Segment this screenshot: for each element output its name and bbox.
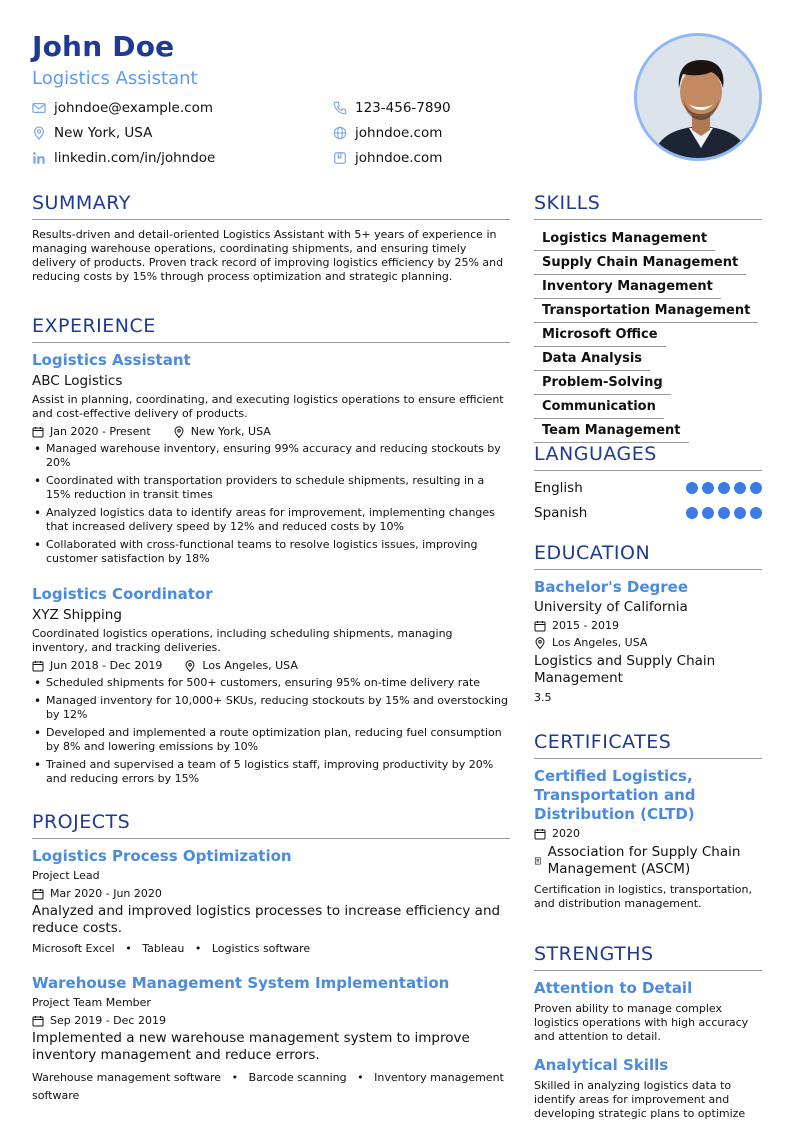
education-heading: EDUCATION <box>534 542 651 564</box>
projects-heading: PROJECTS <box>32 811 131 833</box>
website-text: johndoe.com <box>355 125 443 141</box>
languages-heading: LANGUAGES <box>534 443 657 465</box>
phone-icon <box>333 101 347 115</box>
job-bullet: • Scheduled shipments for 500+ customers, ensuring 95% on-time delivery rate <box>32 676 510 690</box>
calendar-icon <box>534 828 546 840</box>
contact-location <box>32 125 152 141</box>
tool-tag: Microsoft Excel <box>32 942 115 955</box>
language-level <box>686 507 762 519</box>
education-location: Los Angeles, USA <box>552 636 648 649</box>
skill-tag: Inventory Management <box>534 277 721 299</box>
project-title: Warehouse Management System Implementation <box>32 974 450 992</box>
summary-divider <box>32 219 510 220</box>
project-entry <box>32 974 510 1105</box>
certificate-issuer: Association for Supply Chain Management (ASCM) <box>547 844 741 877</box>
job-company: XYZ Shipping <box>32 607 122 623</box>
skill-tag: Problem-Solving <box>534 373 671 395</box>
education-field: Logistics and Supply Chain Management <box>534 653 716 686</box>
strength-title: Analytical Skills <box>534 1056 669 1074</box>
resume-role: Logistics Assistant <box>32 68 198 89</box>
strength-entry <box>534 979 762 1044</box>
calendar-icon <box>32 660 44 672</box>
project-description: Analyzed and improved logistics processes to increase efficiency and reduce costs. <box>32 903 501 936</box>
proficiency-dot <box>734 507 746 519</box>
email-text: johndoe@example.com <box>54 100 213 116</box>
certificate-year-row <box>534 827 762 840</box>
certificate-name: Certified Logistics, Transportation and Distribution (CLTD) <box>534 767 696 823</box>
projects-divider <box>32 838 510 839</box>
portfolio-text: johndoe.com <box>355 150 443 166</box>
project-meta <box>32 887 510 900</box>
skills-divider <box>534 219 762 220</box>
proficiency-dot <box>718 482 730 494</box>
job-entry <box>32 351 510 566</box>
job-bullets <box>32 442 510 566</box>
job-description: Coordinated logistics operations, including scheduling shipments, managing inventory, and tracking deliveries. <box>32 627 453 654</box>
languages-divider <box>534 470 762 471</box>
skill-tag: Microsoft Office <box>534 325 666 347</box>
strength-text: Proven ability to manage complex logistics operations with high accuracy and attention to detail. <box>534 1002 749 1043</box>
strength-text: Skilled in analyzing logistics data to identify areas for improvement and developing strategic plans to optimize <box>534 1079 746 1120</box>
job-company: ABC Logistics <box>32 373 123 389</box>
education-entry <box>534 578 762 705</box>
education-dates-row <box>534 619 762 632</box>
phone-text: 123-456-7890 <box>355 100 451 116</box>
job-location: New York, USA <box>190 425 271 438</box>
globe-icon <box>333 126 347 140</box>
location-pin-icon <box>184 660 196 672</box>
job-meta <box>32 659 510 672</box>
contact-phone[interactable] <box>333 100 451 116</box>
experience-divider <box>32 342 510 343</box>
project-description: Implemented a new warehouse management system to improve inventory management and reduce errors. <box>32 1030 470 1063</box>
language-name: English <box>534 480 583 496</box>
contact-portfolio[interactable] <box>333 150 442 166</box>
education-dates: 2015 - 2019 <box>552 619 619 632</box>
profile-photo <box>634 33 762 161</box>
portfolio-icon <box>333 151 347 165</box>
project-meta <box>32 1014 510 1027</box>
certificate-entry <box>534 767 762 911</box>
job-bullet: • Analyzed logistics data to identify areas for improvement, implementing changes that increased delivery speed by 12% and reduced costs by 10% <box>32 506 510 534</box>
summary-heading: SUMMARY <box>32 192 131 214</box>
strength-title: Attention to Detail <box>534 979 693 997</box>
education-location-row <box>534 636 762 649</box>
skill-tag: Team Management <box>534 421 689 443</box>
certificate-description: Certification in logistics, transportation, and distribution management. <box>534 883 752 910</box>
location-text: New York, USA <box>54 125 153 141</box>
skill-tag: Logistics Management <box>534 229 715 251</box>
proficiency-dot <box>750 507 762 519</box>
location-pin-icon <box>173 426 185 438</box>
job-dates: Jan 2020 - Present <box>50 425 151 438</box>
tool-tag: Inventory management software <box>32 1071 504 1102</box>
degree: Bachelor's Degree <box>534 578 688 596</box>
calendar-icon <box>32 426 44 438</box>
education-divider <box>534 569 762 570</box>
job-meta <box>32 425 510 438</box>
skill-tag: Supply Chain Management <box>534 253 746 275</box>
summary-text: Results-driven and detail-oriented Logistics Assistant with 5+ years of experience in managing warehouse operations, coordinating shipments, and ensuring timely delivery of products. Proven track record of improving logistics efficiency by 25% and reducing costs by 15% through process optimization and strategic planning. <box>32 228 504 283</box>
experience-heading: EXPERIENCE <box>32 315 156 337</box>
skills-list <box>534 227 762 443</box>
job-bullet: • Managed warehouse inventory, ensuring 99% accuracy and reducing stockouts by 20% <box>32 442 510 470</box>
education-gpa: 3.5 <box>534 691 552 704</box>
job-dates: Jun 2018 - Dec 2019 <box>50 659 163 672</box>
proficiency-dot <box>734 482 746 494</box>
job-bullet: • Trained and supervised a team of 5 logistics staff, improving productivity by 20% and reducing errors by 15% <box>32 758 510 786</box>
calendar-icon <box>32 888 44 900</box>
location-pin-icon <box>32 126 46 140</box>
tool-tag: Tableau <box>142 942 185 955</box>
building-icon <box>534 855 542 867</box>
job-bullet: • Managed inventory for 10,000+ SKUs, reducing stockouts by 15% and overstocking by 12% <box>32 694 510 722</box>
job-bullet: • Developed and implemented a route optimization plan, reducing fuel consumption by 8% and lowering emissions by 10% <box>32 726 510 754</box>
proficiency-dot <box>750 482 762 494</box>
project-dates: Sep 2019 - Dec 2019 <box>50 1014 166 1027</box>
school: University of California <box>534 599 688 615</box>
tool-tag: Logistics software <box>211 942 311 955</box>
skill-tag: Communication <box>534 397 664 419</box>
linkedin-icon <box>32 151 46 165</box>
resume-name: John Doe <box>32 30 175 63</box>
certificates-heading: CERTIFICATES <box>534 731 672 753</box>
strengths-heading: STRENGTHS <box>534 943 654 965</box>
skill-tag: Data Analysis <box>534 349 650 371</box>
job-bullet: • Collaborated with cross-functional teams to resolve logistics issues, improving customer satisfaction by 18% <box>32 538 510 566</box>
strength-entry <box>534 1056 762 1121</box>
calendar-icon <box>32 1015 44 1027</box>
language-level <box>686 482 762 494</box>
project-role: Project Team Member <box>32 996 151 1009</box>
certificate-issuer-row <box>534 844 762 878</box>
mail-icon <box>32 101 46 115</box>
proficiency-dot <box>702 507 714 519</box>
languages-list <box>534 479 762 522</box>
proficiency-dot <box>686 482 698 494</box>
tool-tag: Barcode scanning <box>248 1071 347 1084</box>
tool-tag: Warehouse management software <box>32 1071 222 1084</box>
language-row <box>534 504 762 522</box>
project-role: Project Lead <box>32 869 100 882</box>
location-pin-icon <box>534 637 546 649</box>
job-entry <box>32 585 510 786</box>
certificates-divider <box>534 758 762 759</box>
strengths-divider <box>534 970 762 971</box>
project-entry <box>32 847 510 956</box>
proficiency-dot <box>718 507 730 519</box>
skill-tag: Transportation Management <box>534 301 758 323</box>
project-tools: Microsoft Excel • Tableau • Logistics software <box>32 942 311 955</box>
project-tools: Warehouse management software • Barcode scanning • Inventory management software <box>32 1071 504 1102</box>
contact-email[interactable] <box>32 100 213 116</box>
contact-website[interactable] <box>333 125 442 141</box>
project-title: Logistics Process Optimization <box>32 847 292 865</box>
language-name: Spanish <box>534 505 588 521</box>
contact-linkedin[interactable] <box>32 150 215 166</box>
certificate-year: 2020 <box>552 827 580 840</box>
skills-heading: SKILLS <box>534 192 601 214</box>
calendar-icon <box>534 620 546 632</box>
job-title: Logistics Assistant <box>32 351 191 369</box>
job-bullet: • Coordinated with transportation providers to schedule shipments, resulting in a 15% reduction in transit times <box>32 474 510 502</box>
project-dates: Mar 2020 - Jun 2020 <box>50 887 162 900</box>
job-bullets <box>32 676 510 786</box>
job-location: Los Angeles, USA <box>202 659 298 672</box>
linkedin-text: linkedin.com/in/johndoe <box>54 150 216 166</box>
proficiency-dot <box>686 507 698 519</box>
job-description: Assist in planning, coordinating, and executing logistics operations to ensure efficient and cost-effective delivery of products. <box>32 393 504 420</box>
proficiency-dot <box>702 482 714 494</box>
language-row <box>534 479 762 497</box>
job-title: Logistics Coordinator <box>32 585 213 603</box>
